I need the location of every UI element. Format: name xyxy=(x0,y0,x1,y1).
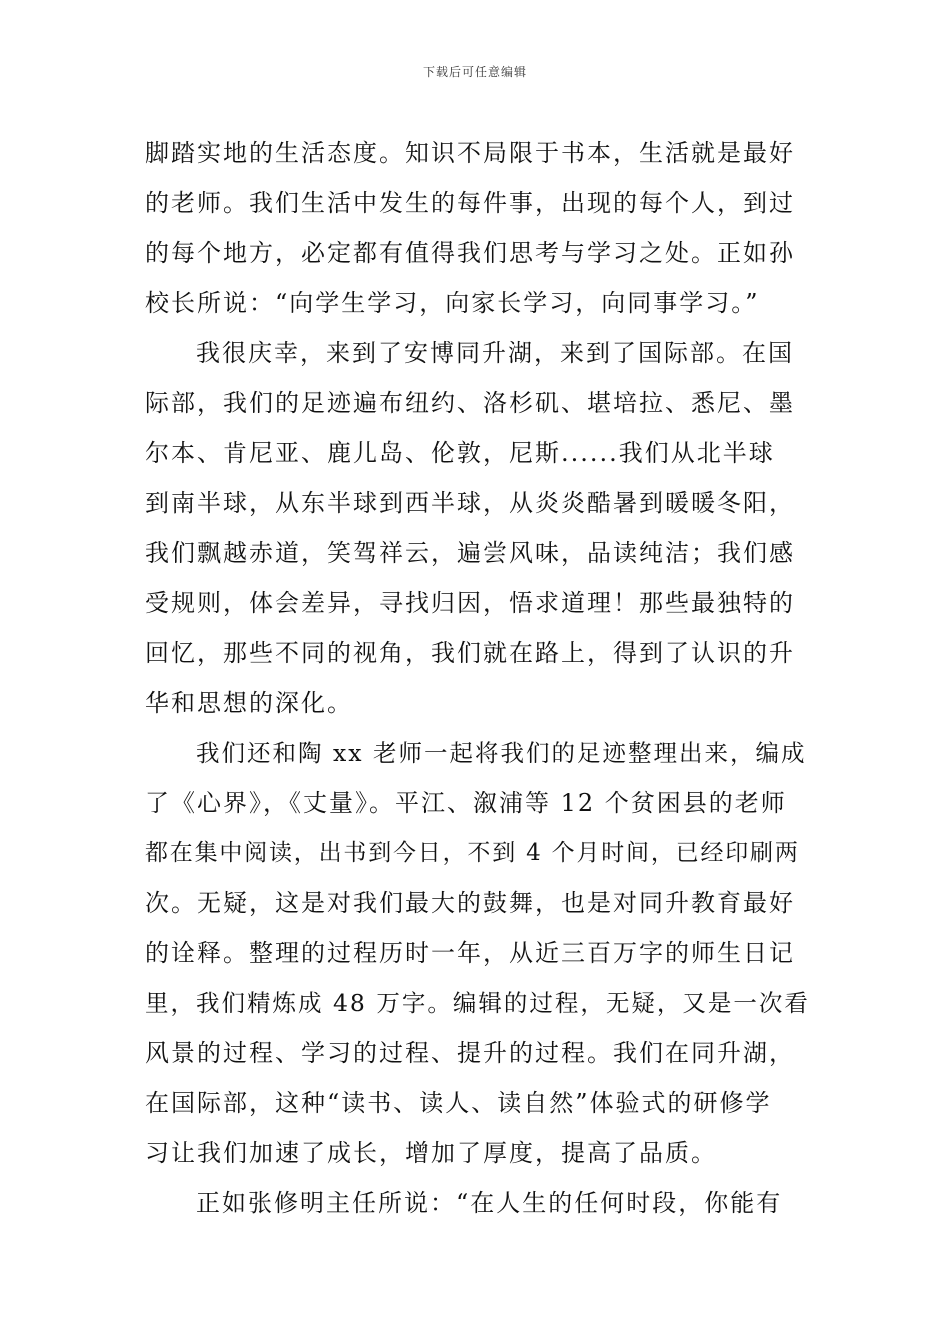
text-line: 华和思想的深化。 xyxy=(145,689,353,717)
text-line: 了《心界》，《丈量》。平江、溆浦等 12 个贫困县的老师 xyxy=(145,789,787,817)
text-line: 校长所说：“向学生学习，向家长学习，向同事学习。” xyxy=(145,289,760,317)
text-line: 我们飘越赤道，笑驾祥云，遍尝风味，品读纯洁；我们感 xyxy=(145,539,795,567)
text-line: 尔本、肯尼亚、鹿儿岛、伦敦，尼斯......我们从北半球 xyxy=(145,439,775,467)
text-line: 脚踏实地的生活态度。知识不局限于书本，生活就是最好 xyxy=(145,139,795,167)
text-line: 正如张修明主任所说：“在人生的任何时段，你能有 xyxy=(196,1189,783,1217)
page-header: 下载后可任意编辑 xyxy=(422,65,527,79)
text-line: 受规则，体会差异，寻找归因，悟求道理！那些最独特的 xyxy=(145,589,795,617)
text-line: 我很庆幸，来到了安博同升湖，来到了国际部。在国 xyxy=(196,339,794,367)
text-line: 在国际部，这种“读书、读人、读自然”体验式的研修学 xyxy=(145,1089,772,1117)
text-line: 次。无疑，这是对我们最大的鼓舞，也是对同升教育最好 xyxy=(145,889,795,917)
text-line: 到南半球，从东半球到西半球，从炎炎酷暑到暖暖冬阳， xyxy=(145,489,795,517)
text-line: 的诠释。整理的过程历时一年，从近三百万字的师生日记 xyxy=(145,939,795,967)
text-line: 我们还和陶 xx 老师一起将我们的足迹整理出来，编成 xyxy=(196,739,807,767)
text-line: 里，我们精炼成 48 万字。编辑的过程，无疑，又是一次看 xyxy=(145,989,810,1017)
text-line: 都在集中阅读，出书到今日，不到 4 个月时间，已经印刷两 xyxy=(145,840,800,866)
document-body xyxy=(145,128,810,1228)
text-line: 的每个地方，必定都有值得我们思考与学习之处。正如孙 xyxy=(145,239,795,267)
text-line: 习让我们加速了成长，增加了厚度，提高了品质。 xyxy=(145,1139,717,1167)
text-line: 风景的过程、学习的过程、提升的过程。我们在同升湖， xyxy=(145,1039,795,1067)
text-line: 的老师。我们生活中发生的每件事，出现的每个人，到过 xyxy=(145,189,795,217)
text-line: 回忆，那些不同的视角，我们就在路上，得到了认识的升 xyxy=(145,639,795,667)
text-line: 际部，我们的足迹遍布纽约、洛杉矶、堪培拉、悉尼、墨 xyxy=(145,389,795,417)
